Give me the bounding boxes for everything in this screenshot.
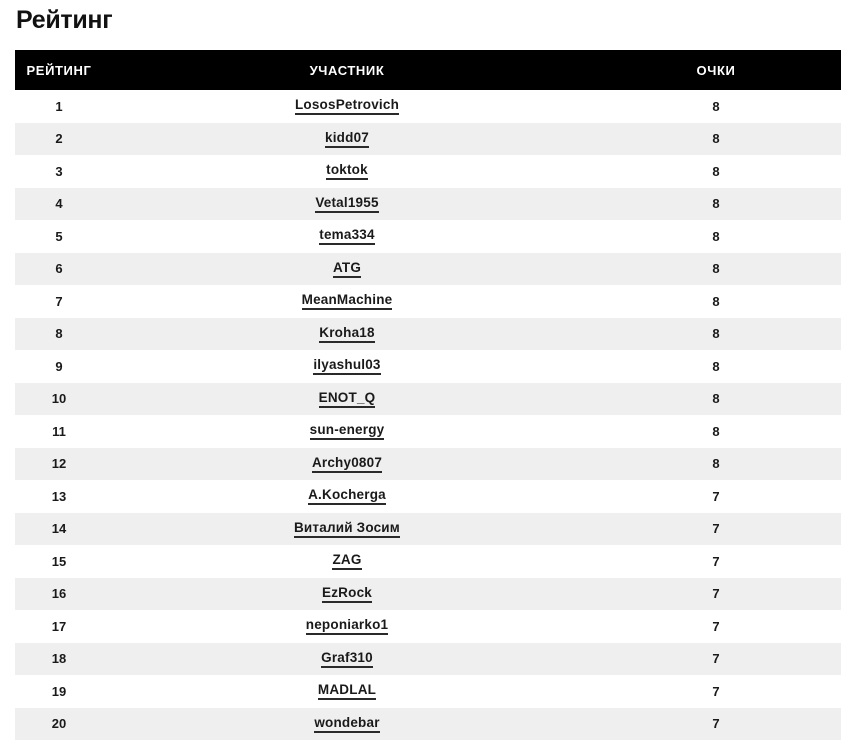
participant-link[interactable]: ilyashul03 xyxy=(313,357,380,375)
column-header-participant: УЧАСТНИК xyxy=(103,50,591,90)
participant-cell xyxy=(103,545,591,578)
points-cell: 8 xyxy=(591,155,841,188)
rank-cell: 2 xyxy=(15,123,103,156)
participant-cell xyxy=(103,90,591,123)
column-header-points: ОЧКИ xyxy=(591,50,841,90)
table-row xyxy=(15,675,841,708)
participant-cell xyxy=(103,675,591,708)
rank-cell: 17 xyxy=(15,610,103,643)
points-cell: 8 xyxy=(591,383,841,416)
participant-link[interactable]: Graf310 xyxy=(321,650,373,668)
participant-cell xyxy=(103,448,591,481)
participant-cell xyxy=(103,578,591,611)
participant-link[interactable]: Виталий Зосим xyxy=(294,520,400,538)
rank-cell: 6 xyxy=(15,253,103,286)
participant-cell xyxy=(103,188,591,221)
header-row xyxy=(15,50,841,90)
points-cell: 8 xyxy=(591,253,841,286)
points-cell: 7 xyxy=(591,545,841,578)
points-cell: 7 xyxy=(591,513,841,546)
rank-cell: 18 xyxy=(15,643,103,676)
participant-link[interactable]: EzRock xyxy=(322,585,372,603)
participant-link[interactable]: MeanMachine xyxy=(302,292,393,310)
participant-cell xyxy=(103,415,591,448)
table-row xyxy=(15,285,841,318)
rank-cell: 14 xyxy=(15,513,103,546)
table-row xyxy=(15,415,841,448)
participant-cell xyxy=(103,513,591,546)
table-row xyxy=(15,708,841,741)
participant-cell xyxy=(103,610,591,643)
rank-cell: 12 xyxy=(15,448,103,481)
participant-cell xyxy=(103,708,591,741)
participant-link[interactable]: neponiarko1 xyxy=(306,617,388,635)
participant-cell xyxy=(103,220,591,253)
table-row xyxy=(15,253,841,286)
points-cell: 8 xyxy=(591,188,841,221)
participant-cell xyxy=(103,123,591,156)
rank-cell: 20 xyxy=(15,708,103,741)
table-row xyxy=(15,383,841,416)
table-row xyxy=(15,188,841,221)
rating-table xyxy=(15,50,841,740)
participant-link[interactable]: kidd07 xyxy=(325,130,369,148)
table-body xyxy=(15,90,841,740)
rank-cell: 7 xyxy=(15,285,103,318)
points-cell: 7 xyxy=(591,578,841,611)
points-cell: 7 xyxy=(591,708,841,741)
rank-cell: 1 xyxy=(15,90,103,123)
participant-link[interactable]: toktok xyxy=(326,162,368,180)
rank-cell: 9 xyxy=(15,350,103,383)
participant-link[interactable]: sun-energy xyxy=(310,422,385,440)
table-row xyxy=(15,545,841,578)
participant-cell xyxy=(103,643,591,676)
points-cell: 7 xyxy=(591,643,841,676)
participant-cell xyxy=(103,318,591,351)
rank-cell: 19 xyxy=(15,675,103,708)
table-row xyxy=(15,90,841,123)
table-row xyxy=(15,220,841,253)
table-row xyxy=(15,155,841,188)
table-row xyxy=(15,513,841,546)
points-cell: 8 xyxy=(591,90,841,123)
page-title: Рейтинг xyxy=(16,6,113,34)
table-row xyxy=(15,318,841,351)
points-cell: 8 xyxy=(591,123,841,156)
participant-link[interactable]: Vetal1955 xyxy=(315,195,378,213)
participant-cell xyxy=(103,383,591,416)
table-row xyxy=(15,610,841,643)
participant-cell xyxy=(103,253,591,286)
rank-cell: 11 xyxy=(15,415,103,448)
rank-cell: 10 xyxy=(15,383,103,416)
participant-cell xyxy=(103,480,591,513)
rank-cell: 16 xyxy=(15,578,103,611)
participant-link[interactable]: ENOT_Q xyxy=(319,390,376,408)
points-cell: 7 xyxy=(591,610,841,643)
points-cell: 8 xyxy=(591,285,841,318)
rank-cell: 3 xyxy=(15,155,103,188)
rank-cell: 5 xyxy=(15,220,103,253)
points-cell: 7 xyxy=(591,675,841,708)
table-row xyxy=(15,480,841,513)
participant-cell xyxy=(103,285,591,318)
table-row xyxy=(15,350,841,383)
participant-cell xyxy=(103,350,591,383)
participant-link[interactable]: MADLAL xyxy=(318,682,376,700)
participant-link[interactable]: LososPetrovich xyxy=(295,97,399,115)
table-row xyxy=(15,643,841,676)
rank-cell: 4 xyxy=(15,188,103,221)
table-row xyxy=(15,123,841,156)
participant-link[interactable]: tema334 xyxy=(319,227,374,245)
rank-cell: 15 xyxy=(15,545,103,578)
participant-link[interactable]: A.Kocherga xyxy=(308,487,386,505)
rank-cell: 8 xyxy=(15,318,103,351)
table-row xyxy=(15,448,841,481)
participant-cell xyxy=(103,155,591,188)
participant-link[interactable]: ZAG xyxy=(332,552,361,570)
points-cell: 7 xyxy=(591,480,841,513)
table-row xyxy=(15,578,841,611)
points-cell: 8 xyxy=(591,350,841,383)
points-cell: 8 xyxy=(591,448,841,481)
column-header-rank: РЕЙТИНГ xyxy=(15,50,103,90)
participant-link[interactable]: wondebar xyxy=(314,715,379,733)
points-cell: 8 xyxy=(591,220,841,253)
points-cell: 8 xyxy=(591,318,841,351)
table-header xyxy=(15,50,841,90)
participant-link[interactable]: Kroha18 xyxy=(319,325,374,343)
points-cell: 8 xyxy=(591,415,841,448)
participant-link[interactable]: ATG xyxy=(333,260,361,278)
rank-cell: 13 xyxy=(15,480,103,513)
participant-link[interactable]: Archy0807 xyxy=(312,455,382,473)
